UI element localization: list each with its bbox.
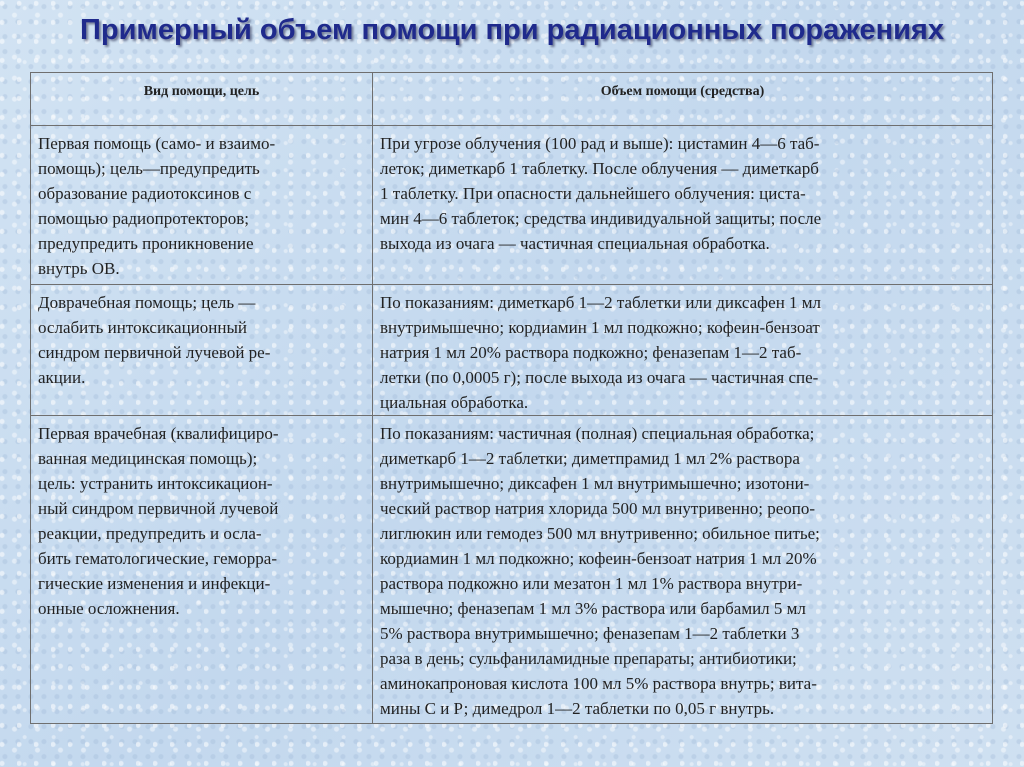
text-line: ванная медицинская помощь);: [38, 449, 258, 468]
table-row: [31, 285, 993, 416]
text-line: леток; диметкарб 1 таблетку. После облучения — диметкарб: [380, 159, 819, 178]
cell-help-scope: [373, 126, 993, 285]
cell-text: [380, 290, 984, 415]
text-line: бить гематологические, геморра-: [38, 549, 277, 568]
text-line: 1 таблетку. При опасности дальнейшего облучения: циста-: [380, 184, 806, 203]
text-line: цель: устранить интоксикацион-: [38, 474, 273, 493]
text-line: выхода из очага — частичная специальная обработка.: [380, 234, 770, 253]
text-line: лиглюкин или гемодез 500 мл внутривенно; обильное питье;: [380, 524, 820, 543]
cell-help-type: [31, 285, 373, 416]
cell-help-type: [31, 126, 373, 285]
text-line: мин 4—6 таблеток; средства индивидуальной защиты; после: [380, 209, 822, 228]
text-line: летки (по 0,0005 г); после выхода из очага — частичная спе-: [380, 368, 819, 387]
cell-text: [38, 131, 364, 281]
text-line: синдром первичной лучевой ре-: [38, 343, 271, 362]
text-line: образование радиотоксинов с: [38, 184, 252, 203]
text-line: раствора подкожно или мезатон 1 мл 1% раствора внутри-: [380, 574, 803, 593]
text-line: натрия 1 мл 20% раствора подкожно; феназепам 1—2 таб-: [380, 343, 802, 362]
header-help-scope: Объем помощи (средства): [373, 73, 993, 126]
text-line: ческий раствор натрия хлорида 500 мл внутривенно; реопо-: [380, 499, 816, 518]
text-line: мышечно; феназепам 1 мл 3% раствора или барбамил 5 мл: [380, 599, 806, 618]
text-line: При угрозе облучения (100 рад и выше): цистамин 4—6 таб-: [380, 134, 820, 153]
cell-text: [38, 290, 364, 390]
table-row: [31, 416, 993, 724]
cell-text: [380, 131, 984, 256]
text-line: Доврачебная помощь; цель —: [38, 293, 256, 312]
table-row: [31, 126, 993, 285]
text-line: помощью радиопротекторов;: [38, 209, 249, 228]
text-line: По показаниям: диметкарб 1—2 таблетки или диксафен 1 мл: [380, 293, 822, 312]
text-line: По показаниям: частичная (полная) специальная обработка;: [380, 424, 815, 443]
header-help-type: Вид помощи, цель: [31, 73, 373, 126]
text-line: реакции, предупредить и осла-: [38, 524, 262, 543]
cell-help-scope: [373, 285, 993, 416]
text-line: 5% раствора внутримышечно; феназепам 1—2 таблетки 3: [380, 624, 800, 643]
text-line: ослабить интоксикационный: [38, 318, 248, 337]
text-line: аминокапроновая кислота 100 мл 5% раствора внутрь; вита-: [380, 674, 817, 693]
cell-text: [380, 421, 984, 721]
text-line: циальная обработка.: [380, 393, 529, 412]
cell-help-scope: [373, 416, 993, 724]
text-line: Первая помощь (само- и взаимо-: [38, 134, 276, 153]
help-table: [30, 72, 993, 724]
text-line: гические изменения и инфекци-: [38, 574, 271, 593]
text-line: внутрь ОВ.: [38, 259, 120, 278]
cell-text: [38, 421, 364, 621]
text-line: акции.: [38, 368, 86, 387]
text-line: внутримышечно; кордиамин 1 мл подкожно; кофеин-бензоат: [380, 318, 820, 337]
cell-help-type: [31, 416, 373, 724]
page-title: Примерный объем помощи при радиационных поражениях: [80, 14, 944, 46]
text-line: Первая врачебная (квалифициро-: [38, 424, 279, 443]
text-line: раза в день; сульфаниламидные препараты; антибиотики;: [380, 649, 797, 668]
text-line: диметкарб 1—2 таблетки; диметпрамид 1 мл 2% раствора: [380, 449, 800, 468]
text-line: кордиамин 1 мл подкожно; кофеин-бензоат натрия 1 мл 20%: [380, 549, 817, 568]
text-line: мины С и Р; димедрол 1—2 таблетки по 0,05 г внутрь.: [380, 699, 775, 718]
table-header-row: [31, 73, 993, 126]
text-line: внутримышечно; диксафен 1 мл внутримышечно; изотони-: [380, 474, 810, 493]
text-line: помощь); цель—предупредить: [38, 159, 260, 178]
text-line: предупредить проникновение: [38, 234, 254, 253]
text-line: ный синдром первичной лучевой: [38, 499, 279, 518]
text-line: онные осложнения.: [38, 599, 180, 618]
